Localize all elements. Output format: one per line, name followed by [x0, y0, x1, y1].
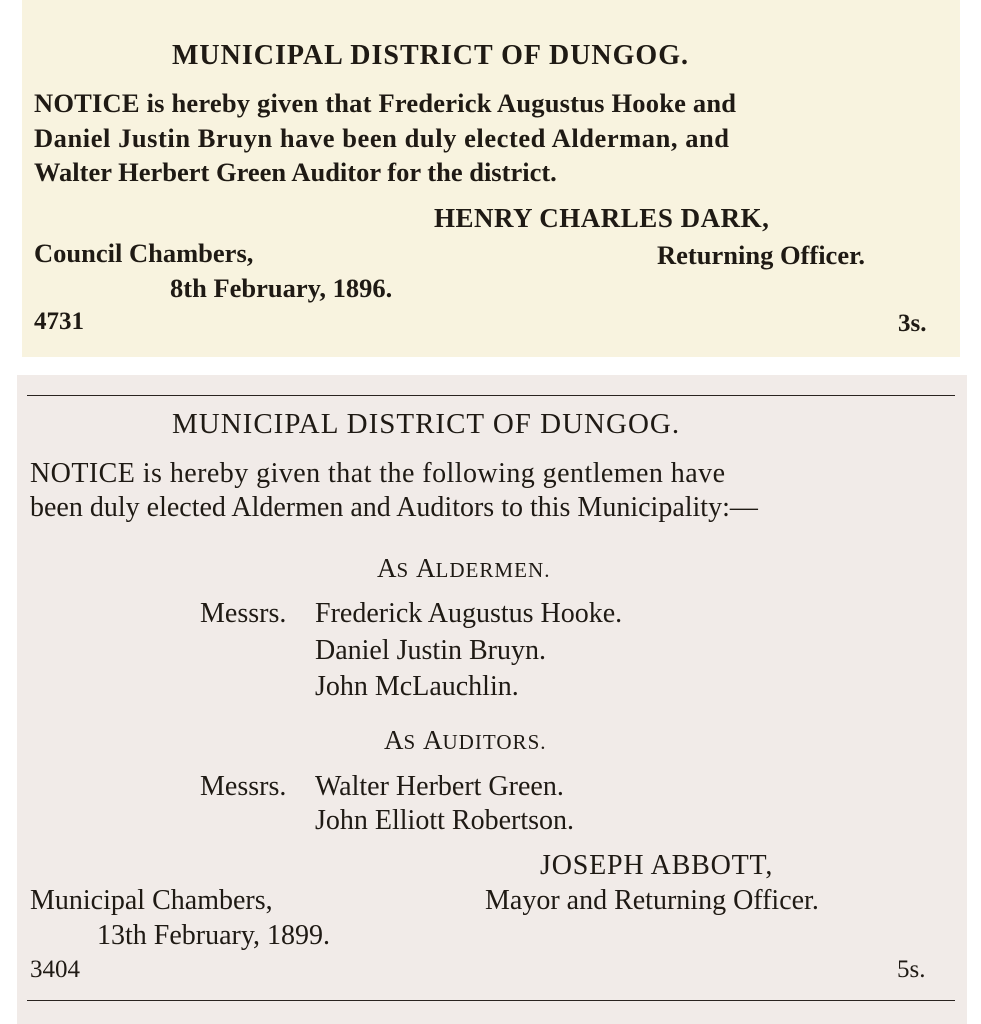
date: 13th February, 1899.: [97, 920, 331, 951]
signatory-role: Mayor and Returning Officer.: [485, 885, 819, 916]
location: Municipal Chambers,: [30, 885, 273, 916]
bottom-rule: [27, 1000, 955, 1001]
notice-body-line: Walter Herbert Green Auditor for the district.: [34, 157, 557, 187]
price: 3s.: [898, 310, 927, 337]
signatory-role: Returning Officer.: [657, 240, 866, 270]
auditor-name: John Elliott Robertson.: [315, 805, 574, 836]
price: 5s.: [897, 956, 926, 983]
heading-word-rest: LDERMEN.: [435, 558, 551, 582]
alderman-name: Frederick Augustus Hooke.: [315, 598, 623, 629]
notice-body-line: NOTICE is hereby given that Frederick Augustus Hooke and: [34, 88, 737, 118]
auditors-heading: [384, 725, 547, 756]
notice-body-line: Daniel Justin Bruyn have been duly elected Alderman, and: [34, 123, 730, 153]
heading-word-initial: A: [422, 725, 443, 755]
clipping-1896: [22, 0, 960, 357]
auditors-prefix: Messrs.: [200, 771, 287, 802]
notice-body-line: NOTICE is hereby given that the following gentlemen have: [30, 458, 726, 489]
date: 8th February, 1896.: [170, 273, 393, 303]
signatory-name: HENRY CHARLES DARK,: [434, 203, 770, 233]
reference-number: 3404: [30, 956, 80, 983]
heading-rest: S: [396, 558, 410, 582]
aldermen-heading: [377, 553, 550, 584]
reference-number: 4731: [34, 308, 84, 335]
clipping-1899: [17, 375, 967, 1024]
aldermen-prefix: Messrs.: [200, 598, 287, 629]
signatory-name: JOSEPH ABBOTT,: [540, 850, 774, 881]
top-rule: [27, 395, 955, 396]
auditor-name: Walter Herbert Green.: [315, 771, 564, 802]
alderman-name: Daniel Justin Bruyn.: [315, 635, 546, 666]
notice-title: MUNICIPAL DISTRICT OF DUNGOG.: [172, 408, 681, 440]
notice-body-line: been duly elected Aldermen and Auditors to this Municipality:—: [30, 492, 758, 523]
notice-title: MUNICIPAL DISTRICT OF DUNGOG.: [172, 40, 689, 71]
heading-initial: A: [377, 553, 397, 583]
heading-rest: S: [403, 730, 417, 754]
heading-initial: A: [384, 725, 404, 755]
location: Council Chambers,: [34, 238, 254, 268]
alderman-name: John McLauchlin.: [315, 671, 519, 702]
heading-word-rest: UDITORS.: [442, 730, 547, 754]
heading-word-initial: A: [415, 553, 436, 583]
